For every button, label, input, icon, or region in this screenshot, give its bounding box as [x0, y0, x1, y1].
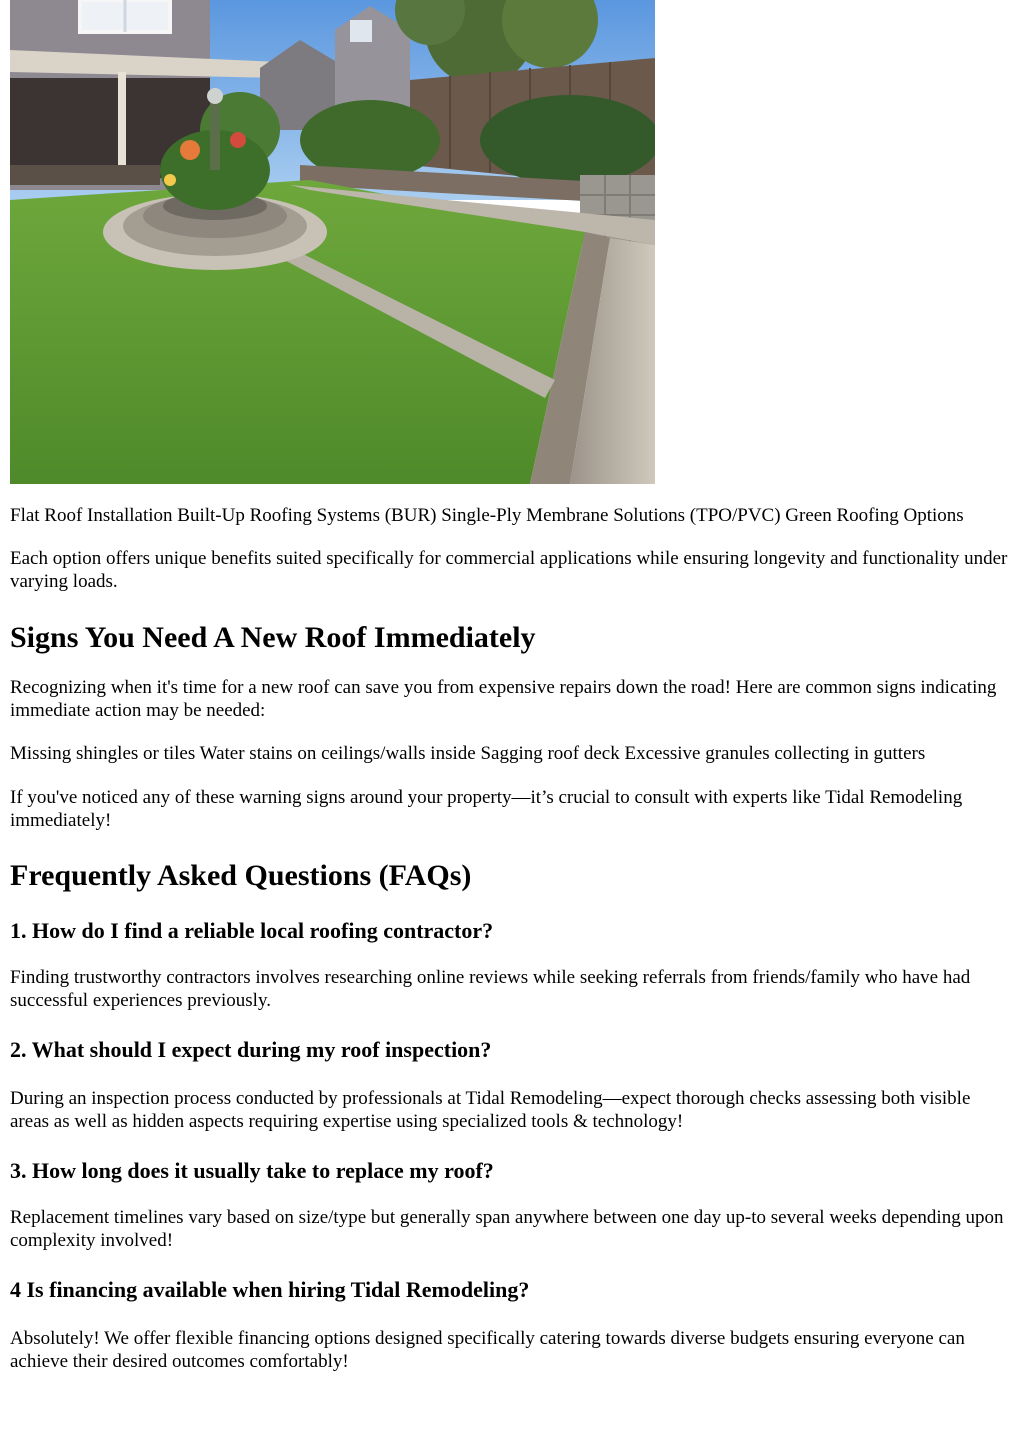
- services-summary-paragraph: Each option offers unique benefits suited specifically for commercial applications while ensuring longevity and functionality under varying loads.: [10, 548, 1008, 592]
- signs-intro-paragraph: Recognizing when it's time for a new roof can save you from expensive repairs down the road! Here are common signs indicating immediate action may be needed:: [10, 677, 997, 721]
- faq-answer: Finding trustworthy contractors involves researching online reviews while seeking referrals from friends/family who have had successful experiences previously.: [10, 967, 971, 1011]
- faq-question: 2. What should I expect during my roof inspection?: [10, 1037, 492, 1062]
- faq-answer: Replacement timelines vary based on size/type but generally span anywhere between one day up-to several weeks depending upon complexity involved!: [10, 1207, 1004, 1251]
- services-list-paragraph: Flat Roof Installation Built-Up Roofing Systems (BUR) Single-Ply Membrane Solutions (TPO/PVC) Green Roofing Options: [10, 505, 964, 526]
- signs-heading: Signs You Need A New Roof Immediately: [10, 621, 536, 654]
- signs-outro-paragraph: If you've noticed any of these warning signs around your property—it’s crucial to consult with experts like Tidal Remodeling immediately!: [10, 787, 963, 831]
- faq-answer: During an inspection process conducted by professionals at Tidal Remodeling—expect thorough checks assessing both visible areas as well as hidden aspects requiring expertise using specialized tools & technology!: [10, 1088, 971, 1132]
- backyard-turf-photo: [10, 0, 655, 484]
- signs-list-paragraph: Missing shingles or tiles Water stains on ceilings/walls inside Sagging roof deck Excessive granules collecting in gutters: [10, 743, 926, 764]
- faq-question: 4 Is financing available when hiring Tidal Remodeling?: [10, 1277, 530, 1302]
- faq-heading: Frequently Asked Questions (FAQs): [10, 859, 472, 892]
- faq-question: 1. How do I find a reliable local roofing contractor?: [10, 918, 494, 943]
- faq-answer: Absolutely! We offer flexible financing options designed specifically catering towards diverse budgets ensuring everyone can achieve their desired outcomes comfortably!: [10, 1328, 965, 1372]
- faq-question: 3. How long does it usually take to replace my roof?: [10, 1158, 494, 1183]
